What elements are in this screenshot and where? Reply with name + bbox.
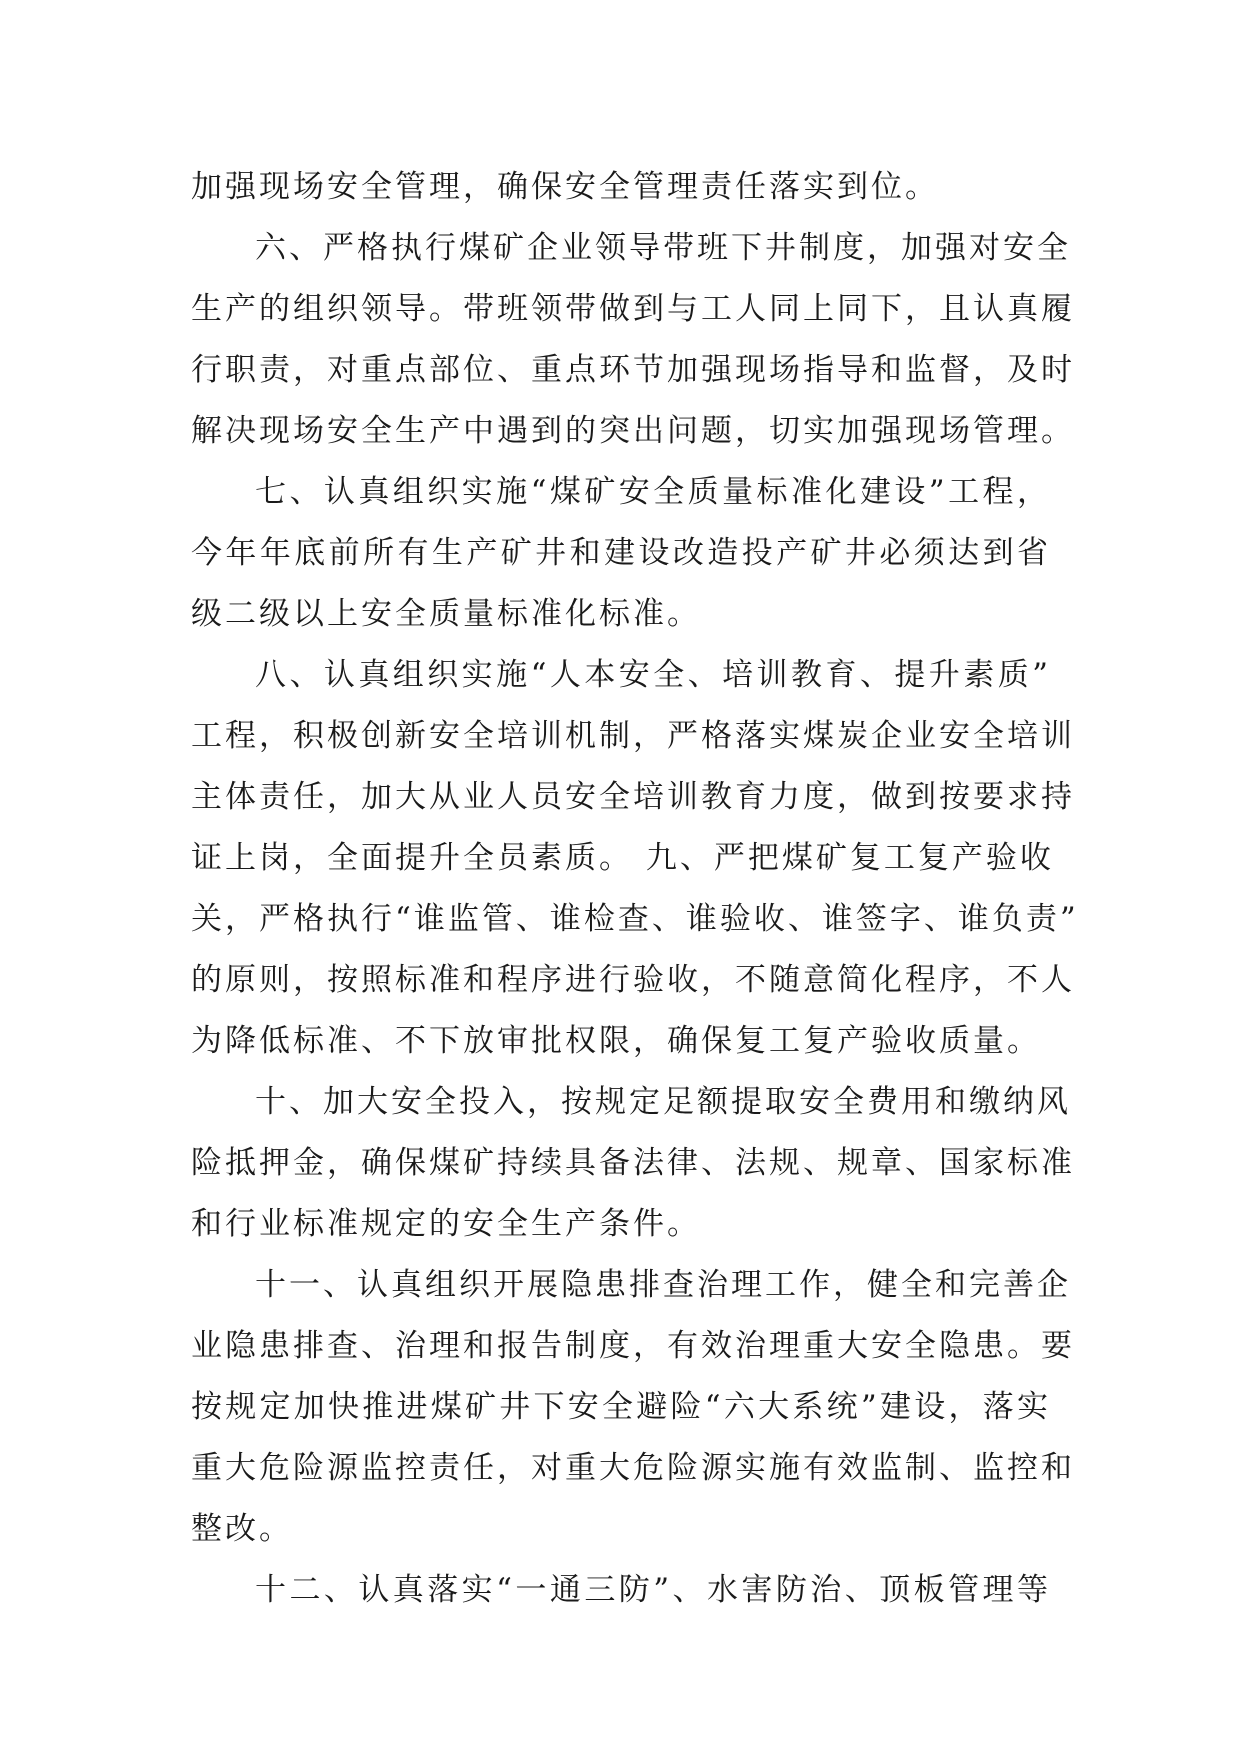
text-line: 业隐患排查、治理和报告制度，有效治理重大安全隐患。要: [191, 1328, 1075, 1364]
text-line: 重大危险源监控责任，对重大危险源实施有效监制、监控和: [191, 1450, 1075, 1486]
text-line: 按规定加快推进煤矿井下安全避险“六大系统”建设，落实: [191, 1389, 1051, 1425]
text-line: 八、认真组织实施“人本安全、培训教育、提升素质”: [255, 657, 1051, 693]
text-line: 六、严格执行煤矿企业领导带班下井制度，加强对安全: [255, 230, 1071, 266]
text-line: 十二、认真落实“一通三防”、水害防治、顶板管理等: [255, 1572, 1051, 1608]
text-line: 解决现场安全生产中遇到的突出问题，切实加强现场管理。: [191, 413, 1075, 449]
text-line: 证上岗，全面提升全员素质。 九、严把煤矿复工复产验收: [191, 840, 1054, 876]
text-line: 工程，积极创新安全培训机制，严格落实煤炭企业安全培训: [191, 718, 1075, 754]
text-line: 主体责任，加大从业人员安全培训教育力度，做到按要求持: [191, 779, 1075, 815]
document-body: [191, 157, 1079, 1621]
text-line: 整改。: [191, 1511, 293, 1547]
text-line: 十一、认真组织开展隐患排查治理工作，健全和完善企: [255, 1267, 1071, 1303]
text-line: 和行业标准规定的安全生产条件。: [191, 1206, 701, 1242]
text-line: 七、认真组织实施“煤矿安全质量标准化建设”工程，: [255, 474, 1051, 510]
text-line: 行职责，对重点部位、重点环节加强现场指导和监督，及时: [191, 352, 1075, 388]
text-line: 关，严格执行“谁监管、谁检查、谁验收、谁签字、谁负责”: [191, 901, 1079, 937]
text-line: 生产的组织领导。带班领带做到与工人同上同下，且认真履: [191, 291, 1075, 327]
text-line: 为降低标准、不下放审批权限，确保复工复产验收质量。: [191, 1023, 1041, 1059]
text-line: 加强现场安全管理，确保安全管理责任落实到位。: [191, 169, 939, 205]
text-line: 级二级以上安全质量标准化标准。: [191, 596, 701, 632]
text-line: 十、加大安全投入，按规定足额提取安全费用和缴纳风: [255, 1084, 1071, 1120]
text-line: 今年年底前所有生产矿井和建设改造投产矿井必须达到省: [191, 535, 1051, 571]
text-line: 的原则，按照标准和程序进行验收，不随意简化程序，不人: [191, 962, 1075, 998]
text-line: 险抵押金，确保煤矿持续具备法律、法规、规章、国家标准: [191, 1145, 1075, 1181]
